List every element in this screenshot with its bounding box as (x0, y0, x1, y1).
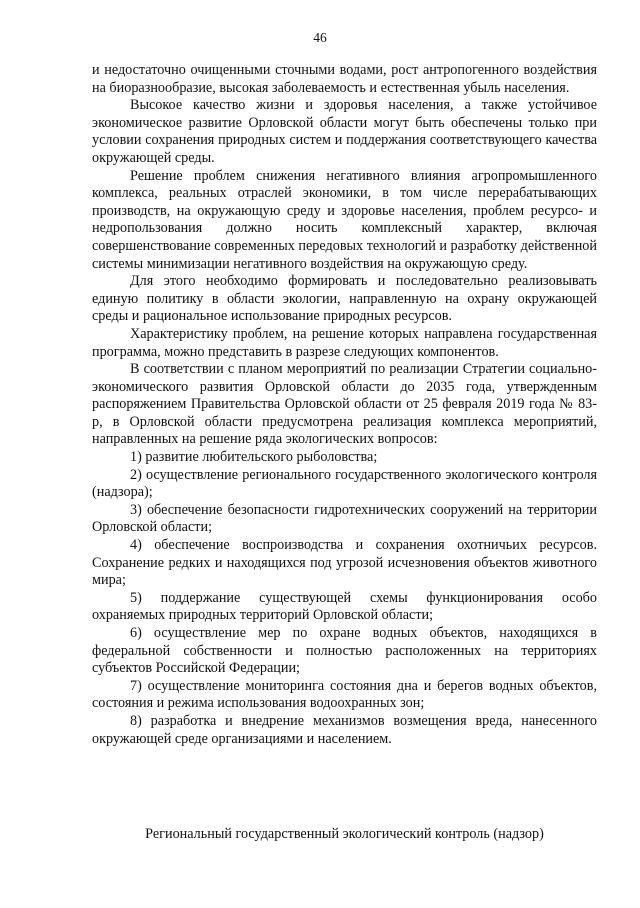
list-item-3: 3) обеспечение безопасности гидротехнических сооружений на территории Орловской области; (92, 501, 597, 536)
page-number: 46 (313, 30, 327, 45)
body-text (92, 62, 597, 748)
list-item-1: 1) развитие любительского рыболовства; (130, 449, 378, 466)
paragraph-strategy-2035: В соответствии с планом мероприятий по реализации Стратегии социально-экономического развития Орловской области до 2035 года, утвержденным распоряжением Правительства Орловской области от 25 февраля 2019 года № 83-р, в Орловской области предусмотрена реализация комплекса мероприятий, направленных на решение ряда экологических вопросов: (92, 361, 597, 448)
list-item-5: 5) поддержание существующей схемы функционирования особо охраняемых природных территорий Орловской области; (92, 589, 597, 624)
list-item-4: 4) обеспечение воспроизводства и сохранения охотничьих ресурсов. Сохранение редких и находящихся под угрозой исчезновения объектов животного мира; (92, 537, 597, 589)
paragraph-ecology-policy: Для этого необходимо формировать и последовательно реализовывать единую политику в области экологии, направленную на охрану окружающей среды и рациональное использование природных ресурсов. (92, 273, 597, 325)
list-item-6: 6) осуществление мер по охране водных объектов, находящихся в федеральной собственности и полностью расположенных на территориях субъектов Российской Федерации; (92, 625, 597, 677)
paragraph-problem-components: Характеристику проблем, на решение которых направлена государственная программа, можно представить в разрезе следующих компонентов. (92, 325, 597, 360)
list-item-8: 8) разработка и внедрение механизмов возмещения вреда, нанесенного окружающей среде организациями и населением. (92, 712, 597, 747)
section-heading: Региональный государственный экологический контроль (надзор) (145, 826, 544, 842)
list-item-7: 7) осуществление мониторинга состояния дна и берегов водных объектов, состояния и режима использования водоохранных зон; (92, 677, 597, 712)
paragraph-agro-industry: Решение проблем снижения негативного влияния агропромышленного комплекса, реальных отраслей экономики, в том числе перерабатывающих производств, на окружающую среду и здоровье населения, проблем ресурсо- и недропользования должно носить комплексный характер, включая совершенствование современных передовых технологий и разработку действенной системы минимизации негативного воздействия на окружающую среду. (92, 167, 597, 272)
list-item-2: 2) осуществление регионального государственного экологического контроля (надзора); (92, 466, 597, 501)
paragraph-quality-of-life: Высокое качество жизни и здоровья населения, а также устойчивое экономическое развитие Орловской области могут быть обеспечены только при условии сохранения природных систем и поддержания соответствующего качества окружающей среды. (92, 97, 597, 166)
paragraph-continuation: и недостаточно очищенными сточными водами, рост антропогенного воздействия на биоразнообразие, высокая заболеваемость и естественная убыль населения. (92, 62, 597, 96)
